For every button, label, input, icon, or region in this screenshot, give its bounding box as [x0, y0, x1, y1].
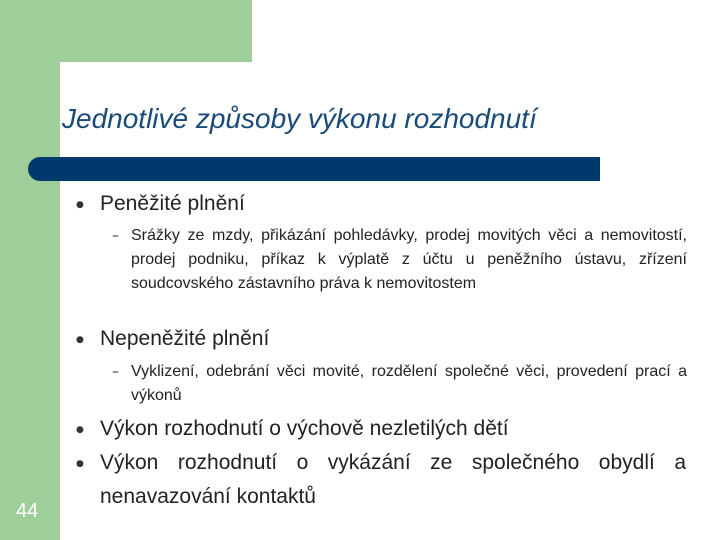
page-number: 44: [16, 500, 39, 522]
bullet-icon: ●: [76, 200, 84, 210]
green-side-band: [0, 0, 60, 540]
dash-icon: –: [112, 228, 119, 244]
title-underline-bar: [28, 157, 600, 181]
bullet-item-4: Výkon rozhodnutí o vykázání ze společného obydlí a nenavazování kontaktů: [100, 451, 686, 508]
slide-title: Jednotlivé způsoby výkonu rozhodnutí: [62, 103, 537, 134]
dash-icon: –: [112, 364, 119, 380]
bullet-item-1: Peněžité plnění: [100, 192, 245, 215]
bullet-item-3: Výkon rozhodnutí o výchově nezletilých dětí: [100, 417, 509, 440]
bullet-item-2: Nepeněžité plnění: [100, 327, 270, 350]
bullet-icon: ●: [76, 425, 84, 435]
bullet-icon: ●: [76, 459, 84, 469]
sub-item-2: Vyklizení, odebrání věci movité, rozdělení společné věci, provedení prací a výkonů: [131, 363, 687, 404]
sub-item-1: Srážky ze mzdy, přikázání pohledávky, prodej movitých věci a nemovitostí, prodej podniku, příkaz k výplatě z účtu u peněžního ústavu, zřízení soudcovského zástavního práva k nemovitostem: [131, 227, 687, 292]
bullet-icon: ●: [76, 335, 84, 345]
